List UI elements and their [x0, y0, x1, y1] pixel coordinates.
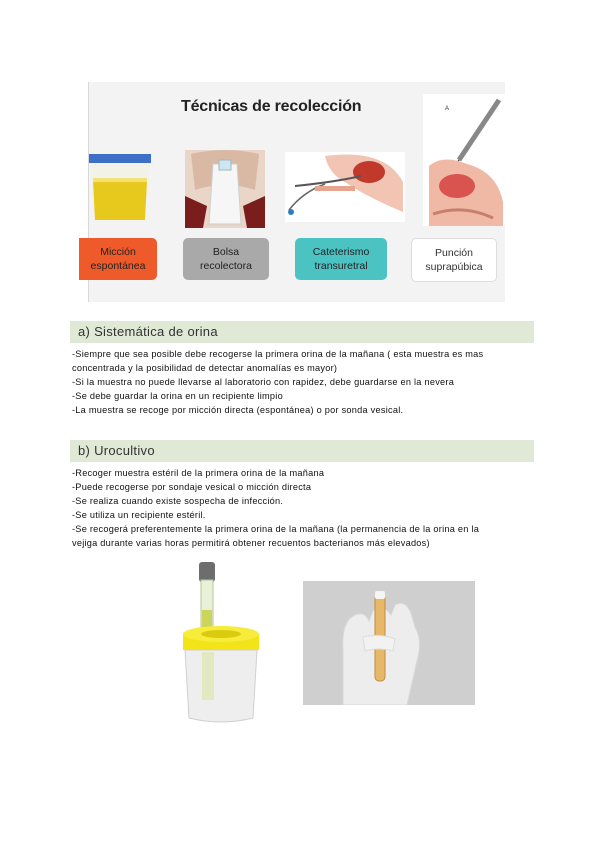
svg-text:A: A	[445, 106, 450, 112]
text-line: -Se recogerá preferentemente la primera orina de la mañana (la permanencia de la orina en la	[72, 524, 480, 534]
techniques-figure	[88, 82, 505, 302]
label-bolsa-recolectora	[183, 238, 269, 280]
collection-bag-image	[185, 150, 265, 228]
text-line: -Recoger muestra estéril de la primera orina de la mañana	[72, 468, 325, 478]
text-line: -Se utiliza un recipiente estéril.	[72, 510, 206, 520]
text-line: -Se realiza cuando existe sospecha de infección.	[72, 496, 284, 506]
label-line: recolectora	[200, 260, 252, 272]
label-line: Bolsa	[212, 246, 240, 258]
text-line: -Siempre que sea posible debe recogerse la primera orina de la mañana ( esta muestra es mas	[72, 349, 484, 359]
sterile-container-photo	[176, 560, 266, 726]
section-b-body	[72, 466, 532, 550]
label-line: Cateterismo	[312, 246, 370, 258]
text-line: concentrada y la posibilidad de detectar anomalías es mayor)	[72, 363, 338, 373]
label-line: espontánea	[90, 260, 146, 272]
section-b-heading: b) Urocultivo	[70, 440, 534, 462]
label-miccion-espontanea	[79, 238, 157, 280]
label-line: suprapúbica	[425, 261, 483, 273]
text-line: -Si la muestra no puede llevarse al laboratorio con rapidez, debe guardarse en la nevera	[72, 377, 455, 387]
text-line: -Se debe guardar la orina en un recipiente limpio	[72, 391, 283, 401]
section-a-heading: a) Sistemática de orina	[70, 321, 534, 343]
label-cateterismo-transuretral	[295, 238, 387, 280]
suprapubic-puncture-diagram	[423, 94, 505, 226]
text-line: -Puede recogerse por sondaje vesical o micción directa	[72, 482, 312, 492]
figure-title: Técnicas de recolección	[181, 98, 362, 115]
text-line: vejiga durante varias horas permitirá obtener recuentos bacterianos más elevados)	[72, 538, 430, 548]
urine-cup-image	[89, 154, 153, 222]
label-line: Micción	[100, 246, 136, 258]
label-line: transuretral	[314, 260, 368, 272]
gloved-hand-tube-photo	[303, 581, 475, 705]
text-line: -La muestra se recoge por micción directa (espontánea) o por sonda vesical.	[72, 405, 404, 415]
section-a-body	[72, 347, 532, 417]
catheter-diagram	[285, 152, 405, 222]
label-puncion-suprapubica	[411, 238, 497, 282]
label-line: Punción	[435, 247, 473, 259]
